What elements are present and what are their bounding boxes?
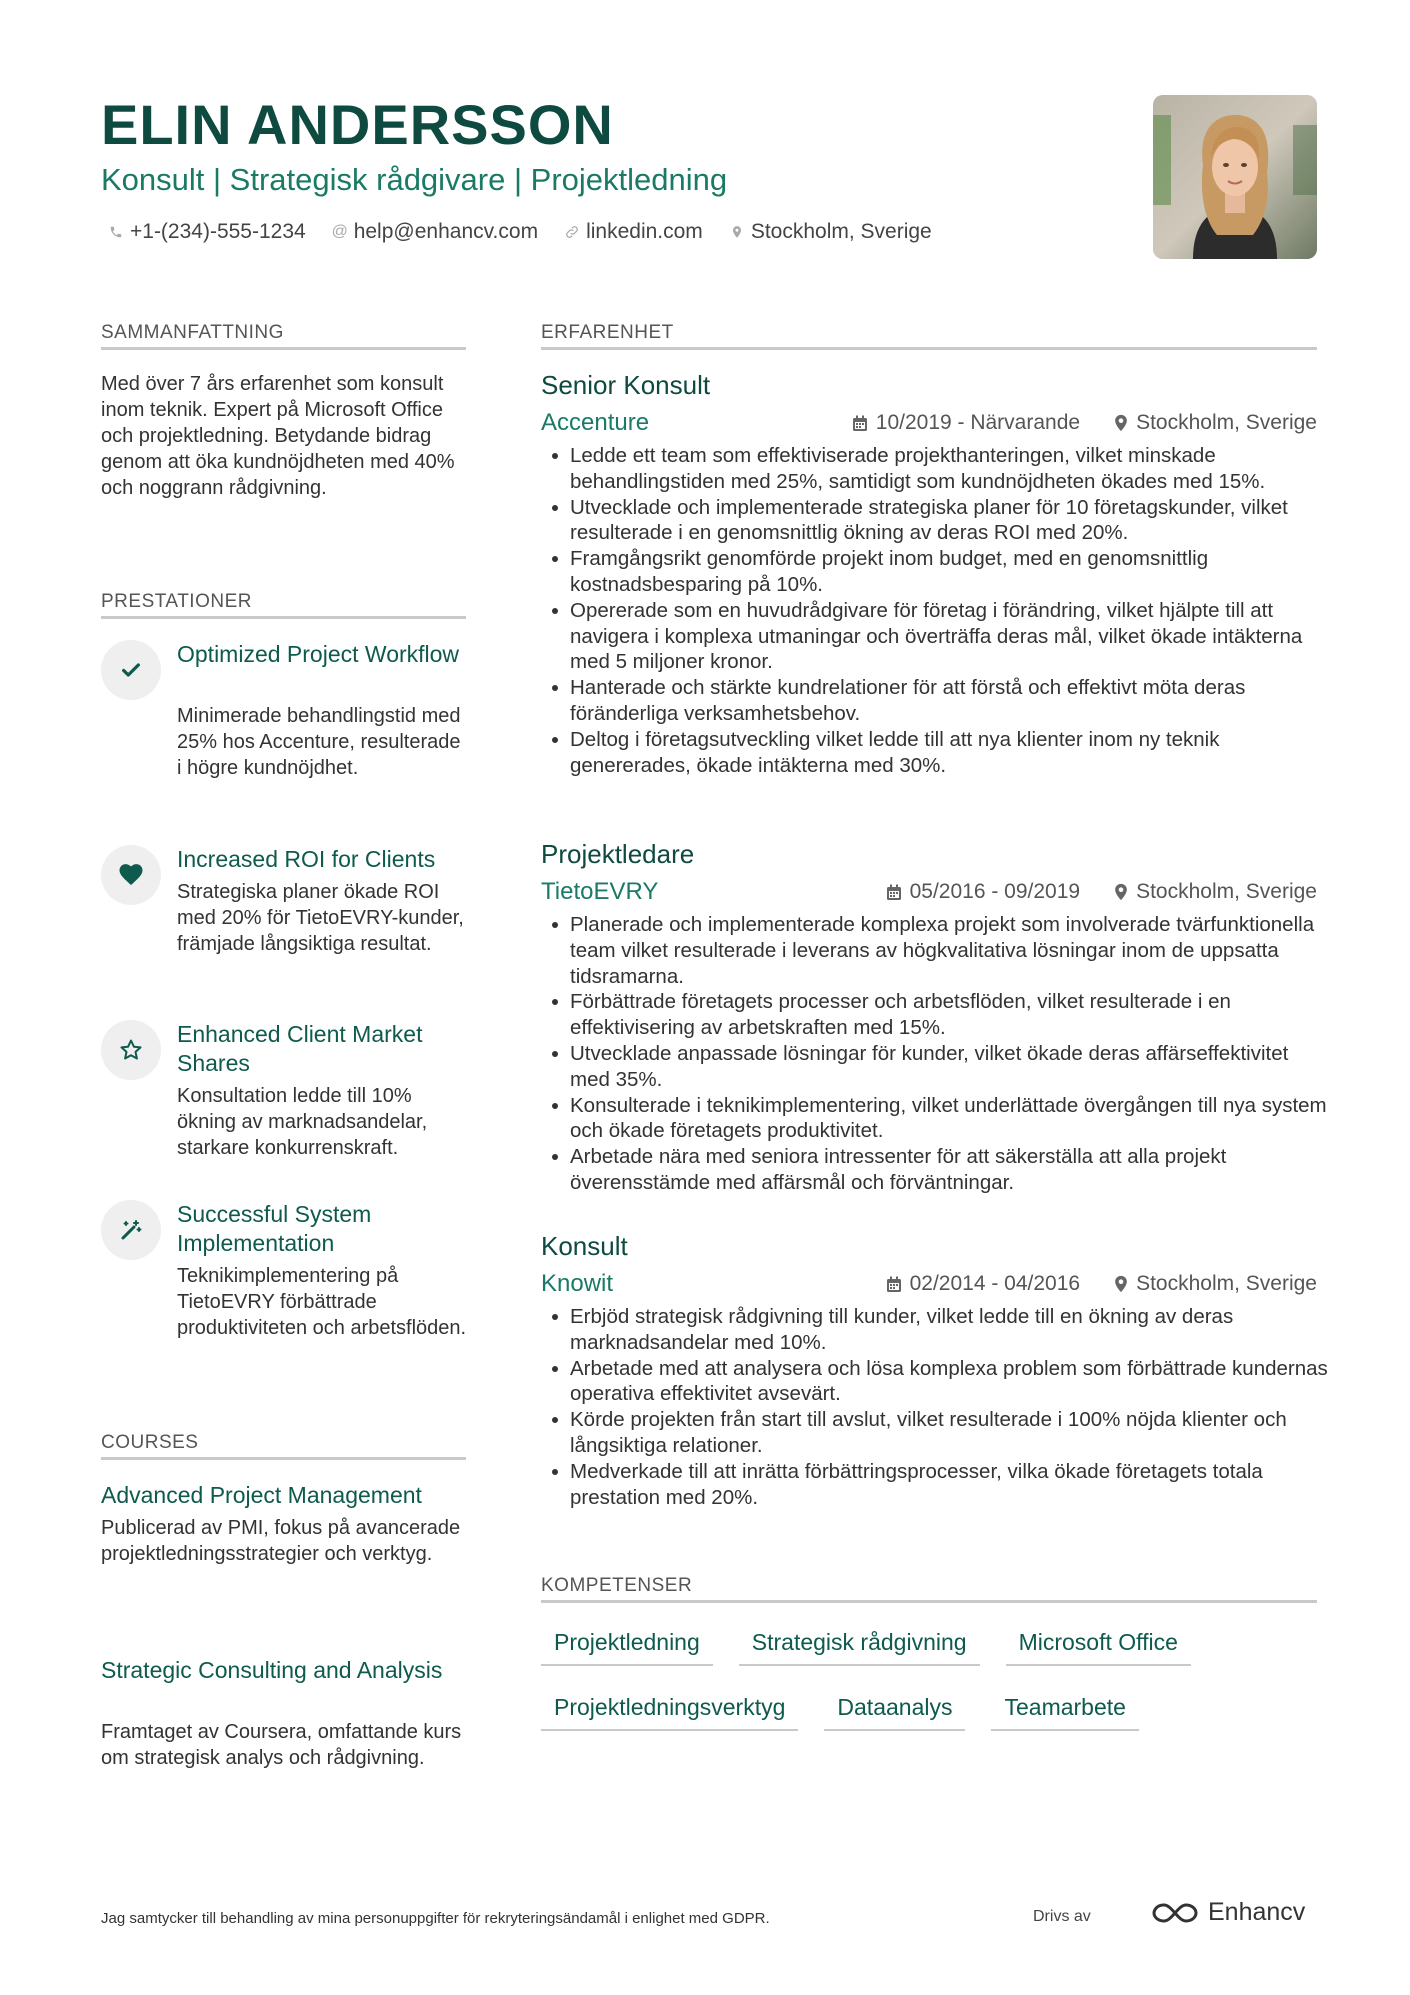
contact-email[interactable] <box>332 220 538 244</box>
at-icon: @ <box>331 223 348 240</box>
candidate-title: Konsult | Strategisk rådgivare | Projektledning <box>101 162 728 197</box>
courses-rule <box>101 1457 466 1460</box>
bullet-item: Utvecklade anpassade lösningar för kunder, vilket ökade deras affärseffektivitet med 35%. <box>548 1041 1328 1093</box>
job-company: Accenture <box>541 409 650 436</box>
job-location <box>1114 1272 1317 1296</box>
enhancv-logo-text: Enhancv <box>1208 1898 1306 1926</box>
job-company: TietoEVRY <box>541 878 659 905</box>
course-desc: Publicerad av PMI, fokus på avancerade projektledningsstrategier och verktyg. <box>101 1517 461 1565</box>
experience-heading: ERFARENHET <box>541 322 674 343</box>
bullet-item: Konsulterade i teknikimplementering, vilket underlättade övergången till nya system och ökade företagets produktivitet. <box>548 1093 1328 1145</box>
job-dates <box>886 880 1080 904</box>
achievement-title: Increased ROI for Clients <box>177 846 436 872</box>
enhancv-logo[interactable] <box>1152 1898 1305 1927</box>
achievement-desc: Strategiska planer ökade ROI med 20% för TietoEVRY-kunder, främjade långsiktiga resultat. <box>177 881 464 955</box>
skills-heading: KOMPETENSER <box>541 1575 693 1596</box>
job-title: Senior Konsult <box>541 370 711 400</box>
bullet-item: Utvecklade och implementerade strategiska planer för 10 företagskunder, vilket resulterade i en genomsnittlig ökning av deras ROI med 20%. <box>548 495 1328 547</box>
job-title: Konsult <box>541 1231 628 1261</box>
contact-email-text: help@enhancv.com <box>353 220 539 243</box>
job-dates-text: 05/2016 - 09/2019 <box>909 880 1081 903</box>
job-meta <box>886 1272 1317 1296</box>
experience-rule <box>541 347 1317 350</box>
job-location-text: Stockholm, Sverige <box>1136 411 1317 434</box>
calendar-icon <box>852 415 868 432</box>
bullet-item: Opererade som en huvudrådgivare för företag i förändring, vilket hjälpte till att navigera i komplexa utmaningar och överträffa deras mål, vilket ökade intäkterna med 5 miljoner kronor. <box>548 598 1328 675</box>
skills-list <box>541 1623 1331 1731</box>
phone-icon <box>108 224 124 240</box>
contact-phone-text: +1-(234)-555-1234 <box>130 220 306 243</box>
calendar-icon <box>886 1276 902 1293</box>
achievement-desc: Konsultation ledde till 10% ökning av marknadsandelar, starkare konkurrenskraft. <box>177 1085 428 1159</box>
gdpr-consent: Jag samtycker till behandling av mina personuppgifter för rekryteringsändamål i enlighet med GDPR. <box>101 1910 770 1927</box>
bullet-item: Planerade och implementerade komplexa projekt som involverade tvärfunktionella team vilket resulterade i leverans av högkvalitativa lösningar inom de uppsatta tidsramarna. <box>548 912 1328 989</box>
job-dates <box>852 411 1080 435</box>
job-bullets <box>548 443 1328 778</box>
skills-rule <box>541 1600 1317 1603</box>
job-dates-text: 10/2019 - Närvarande <box>875 411 1081 434</box>
location-pin-icon <box>1114 883 1128 901</box>
star-icon <box>101 1020 161 1080</box>
location-pin-icon <box>1114 414 1128 432</box>
job-company: Knowit <box>541 1270 614 1297</box>
skill-tag: Microsoft Office <box>1006 1623 1191 1666</box>
skill-tag: Strategisk rådgivning <box>739 1623 980 1666</box>
skill-tag: Projektledningsverktyg <box>541 1688 798 1731</box>
contact-row <box>108 220 932 244</box>
powered-by-label: Drivs av <box>1033 1908 1091 1925</box>
magic-wand-icon <box>101 1200 161 1260</box>
contact-linkedin-text: linkedin.com <box>586 220 703 243</box>
location-pin-icon <box>1114 1275 1128 1293</box>
bullet-item: Deltog i företagsutveckling vilket ledde till att nya klienter inom ny teknik genererades, ökade intäkterna med 30%. <box>548 727 1328 779</box>
skill-tag: Teamarbete <box>991 1688 1138 1731</box>
achievements-heading: PRESTATIONER <box>101 591 252 612</box>
course-desc: Framtaget av Coursera, omfattande kurs om strategisk analys och rådgivning. <box>101 1721 462 1769</box>
job-dates <box>886 1272 1080 1296</box>
job-location-text: Stockholm, Sverige <box>1136 880 1317 903</box>
achievement-title: Enhanced Client Market Shares <box>177 1021 423 1076</box>
enhancv-logo-icon <box>1152 1901 1198 1925</box>
course-title: Strategic Consulting and Analysis <box>101 1657 443 1683</box>
achievement-title: Optimized Project Workflow <box>177 641 460 667</box>
calendar-icon <box>886 884 902 901</box>
achievement-desc: Minimerade behandlingstid med 25% hos Accenture, resulterade i högre kundnöjdhet. <box>177 705 461 779</box>
job-location <box>1114 880 1317 904</box>
achievement-desc: Teknikimplementering på TietoEVRY förbättrade produktiviteten och arbetsflöden. <box>177 1265 467 1339</box>
contact-linkedin[interactable] <box>564 220 703 244</box>
job-bullets <box>548 912 1328 1196</box>
course-title: Advanced Project Management <box>101 1482 422 1508</box>
summary-text: Med över 7 års erfarenhet som konsult inom teknik. Expert på Microsoft Office och projektledning. Betydande bidrag genom att öka kundnöjdheten med 40% och noggrann rådgivning. <box>101 373 455 499</box>
summary-heading: SAMMANFATTNING <box>101 322 284 343</box>
job-location <box>1114 411 1317 435</box>
skill-tag: Dataanalys <box>824 1688 965 1731</box>
profile-photo <box>1153 95 1317 259</box>
bullet-item: Körde projekten från start till avslut, vilket resulterade i 100% nöjda klienter och långsiktiga relationer. <box>548 1407 1328 1459</box>
bullet-item: Medverkade till att inrätta förbättringsprocesser, vilka ökade företagets totala prestation med 20%. <box>548 1459 1328 1511</box>
job-location-text: Stockholm, Sverige <box>1136 1272 1317 1295</box>
job-meta <box>886 880 1317 904</box>
contact-location <box>729 220 932 244</box>
achievements-rule <box>101 616 466 619</box>
skill-tag: Projektledning <box>541 1623 713 1666</box>
bullet-item: Arbetade med att analysera och lösa komplexa problem som förbättrade kundernas operativa effektivitet avsevärt. <box>548 1356 1328 1408</box>
job-meta <box>852 411 1317 435</box>
bullet-item: Erbjöd strategisk rådgivning till kunder, vilket ledde till en ökning av deras marknadsandelar med 10%. <box>548 1304 1328 1356</box>
job-bullets <box>548 1304 1328 1510</box>
bullet-item: Förbättrade företagets processer och arbetsflöden, vilket resulterade i en effektivisering av arbetskraften med 15%. <box>548 989 1328 1041</box>
achievement-title: Successful System Implementation <box>177 1201 372 1256</box>
contact-location-text: Stockholm, Sverige <box>750 220 932 243</box>
location-pin-icon <box>729 224 745 240</box>
bullet-item: Ledde ett team som effektiviserade projekthanteringen, vilket minskade behandlingstiden med 25%, samtidigt som kundnöjdheten ökades med 15%. <box>548 443 1328 495</box>
job-title: Projektledare <box>541 839 695 869</box>
candidate-name: ELIN ANDERSSON <box>101 93 614 156</box>
checkmark-icon <box>101 640 161 700</box>
job-dates-text: 02/2014 - 04/2016 <box>909 1272 1081 1295</box>
summary-rule <box>101 347 466 350</box>
bullet-item: Hanterade och stärkte kundrelationer för att förstå och effektivt möta deras föränderliga verksamhetsbehov. <box>548 675 1328 727</box>
bullet-item: Arbetade nära med seniora intressenter för att säkerställa att alla projekt överensstämde med affärsmål och förväntningar. <box>548 1144 1328 1196</box>
bullet-item: Framgångsrikt genomförde projekt inom budget, med en genomsnittlig kostnadsbesparing på 10%. <box>548 546 1328 598</box>
heart-icon <box>101 845 161 905</box>
courses-heading: COURSES <box>101 1432 199 1453</box>
link-icon <box>564 224 580 240</box>
contact-phone[interactable] <box>108 220 306 244</box>
